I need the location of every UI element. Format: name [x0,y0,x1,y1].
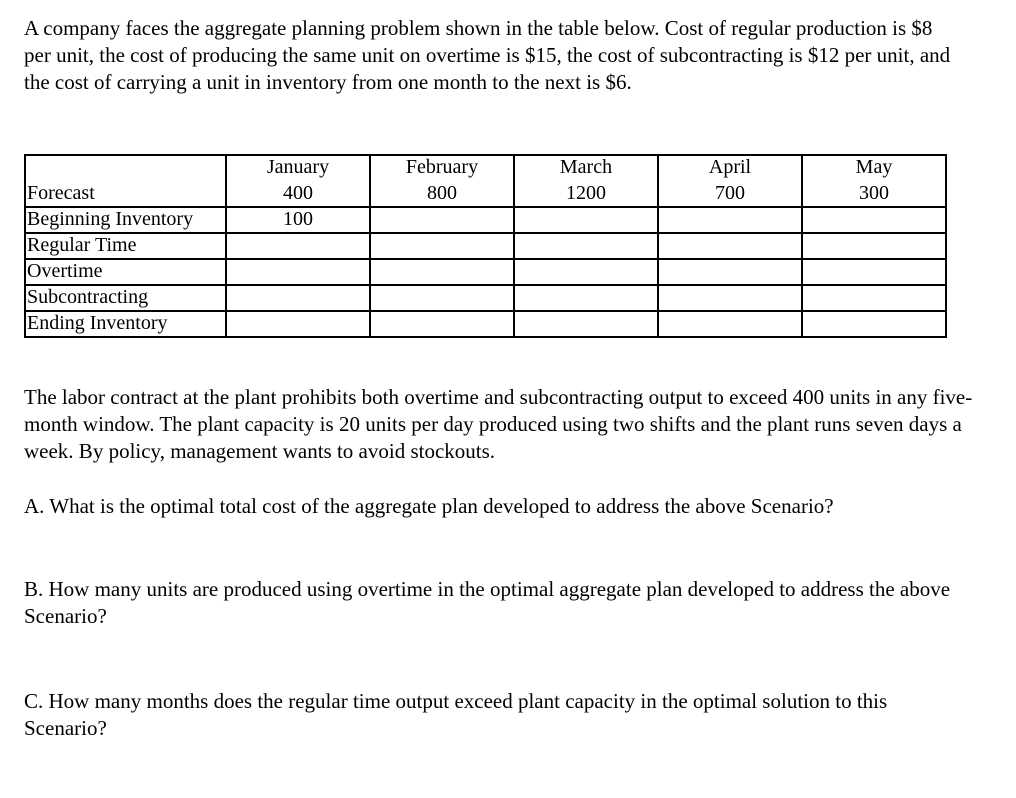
table-row [25,182,946,207]
row-label: Ending Inventory [25,311,226,337]
table-cell [802,285,946,311]
row-label: Beginning Inventory [25,207,226,233]
question-a: A. What is the optimal total cost of the aggregate plan developed to address the above Scenario? [24,494,834,518]
table-cell [802,259,946,285]
table-cell [370,259,514,285]
table-cell [514,259,658,285]
table-cell [226,259,370,285]
table-cell [802,233,946,259]
table-cell: 700 [658,182,802,207]
table-cell [514,233,658,259]
row-label: Forecast [25,182,226,207]
header-corner [25,155,226,182]
table-row [25,259,946,285]
table-row [25,311,946,337]
month-header: March [514,155,658,182]
table-cell: 300 [802,182,946,207]
table-header-row [25,155,946,182]
question-b: B. How many units are produced using overtime in the optimal aggregate plan developed to address the above Scenario? [24,577,951,628]
table-cell [370,311,514,337]
month-header: January [226,155,370,182]
table-cell [370,285,514,311]
table-cell [802,207,946,233]
labor-contract-text: The labor contract at the plant prohibits both overtime and subcontracting output to exceed 400 units in any five-month window. The plant capacity is 20 units per day produced using two shifts and the plant runs seven days a week. By policy, management wants to avoid stockouts. [24,385,973,463]
table-cell [658,285,802,311]
table-cell [658,207,802,233]
month-header: February [370,155,514,182]
table-cell [226,311,370,337]
table-cell [658,233,802,259]
aggregate-plan-table [24,154,947,338]
table-cell: 1200 [514,182,658,207]
table-row [25,285,946,311]
table-cell [370,233,514,259]
row-label: Overtime [25,259,226,285]
table-cell [226,233,370,259]
row-label: Subcontracting [25,285,226,311]
table-cell: 400 [226,182,370,207]
table-cell [802,311,946,337]
row-label: Regular Time [25,233,226,259]
table-cell [514,311,658,337]
question-c: C. How many months does the regular time output exceed plant capacity in the optimal solution to this Scenario? [24,689,888,740]
table-cell [514,285,658,311]
table-row [25,233,946,259]
table-cell [226,285,370,311]
table-row [25,207,946,233]
table-cell [658,311,802,337]
table-cell [370,207,514,233]
month-header: April [658,155,802,182]
table-cell: 800 [370,182,514,207]
problem-intro: A company faces the aggregate planning problem shown in the table below. Cost of regular production is $8 per unit, the cost of producing the same unit on overtime is $15, the cost of subcontracting is $12 per unit, and the cost of carrying a unit in inventory from one month to the next is $6. [24,16,951,94]
table-cell [658,259,802,285]
month-header: May [802,155,946,182]
table-cell [514,207,658,233]
table-cell: 100 [226,207,370,233]
